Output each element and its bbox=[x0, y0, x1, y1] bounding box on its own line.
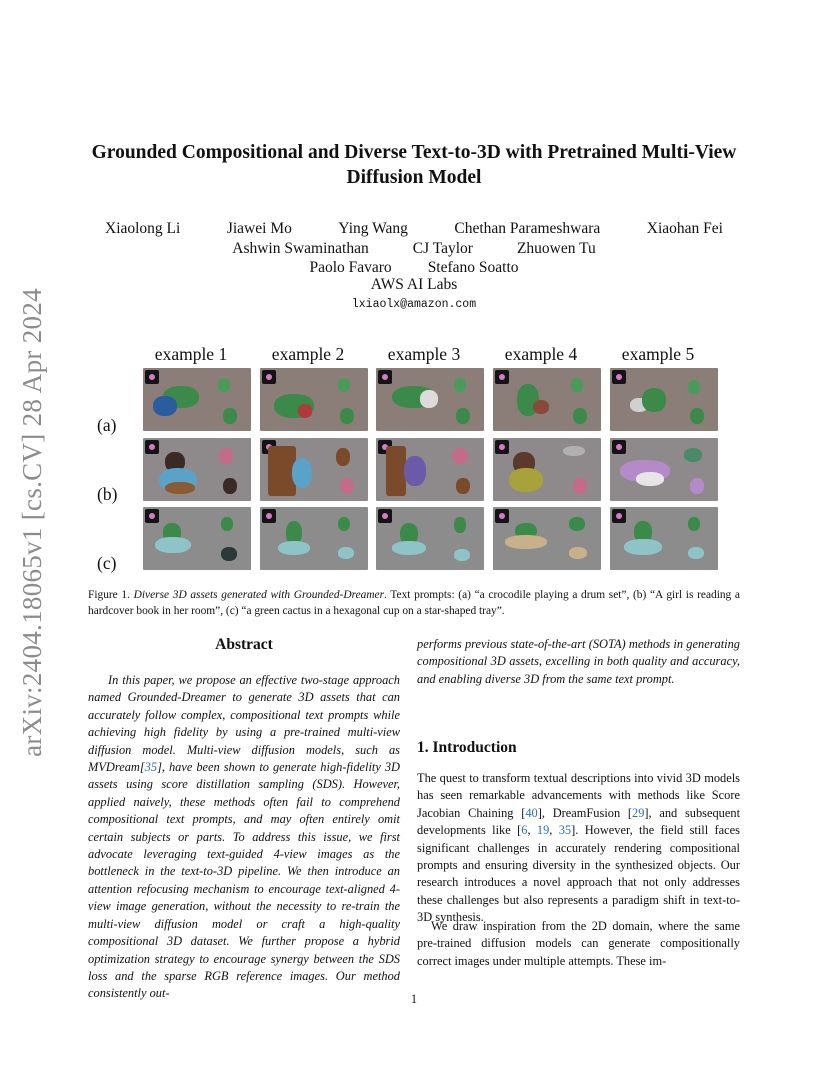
abstract-heading: Abstract bbox=[215, 636, 273, 653]
citation-link[interactable]: 40 bbox=[525, 805, 538, 820]
figure-image-b4 bbox=[493, 438, 601, 501]
arxiv-side-stamp: arXiv:2404.18065v1 [cs.CV] 28 Apr 2024 bbox=[16, 287, 47, 757]
figure-caption: Figure 1. Diverse 3D assets generated with Grounded-Dreamer. Text prompts: (a) “a crocodile playing a drum set”, (b) “A girl is reading a hardcover book in her room”, (c) “a green cactus in a hexagonal cup on a star-shaped tray”. bbox=[88, 589, 740, 617]
figure-column-header: example 2 bbox=[271, 344, 345, 364]
author: Xiaolong Li bbox=[105, 220, 181, 237]
figure-image-a2 bbox=[260, 368, 368, 431]
page-number: 1 bbox=[410, 992, 418, 1006]
citation-link[interactable]: 29 bbox=[632, 805, 645, 820]
figure-image-a1 bbox=[143, 368, 251, 431]
figure-row-label: (c) bbox=[97, 553, 117, 573]
figure-image-b2 bbox=[260, 438, 368, 501]
figure-image-c1 bbox=[143, 507, 251, 570]
figure-column-header: example 4 bbox=[504, 344, 578, 364]
figure-image-b5 bbox=[610, 438, 718, 501]
citation-link[interactable]: 35 bbox=[558, 823, 572, 838]
affiliation: AWS AI Labs bbox=[370, 276, 458, 293]
author: Xiaohan Fei bbox=[646, 220, 723, 237]
paper-title: Grounded Compositional and Diverse Text-to-3D with Pretrained Multi-View Diffusion Model bbox=[91, 142, 737, 188]
author: Jiawei Mo bbox=[226, 220, 292, 237]
author: Ashwin Swaminathan bbox=[232, 239, 369, 257]
citation-link[interactable]: 35 bbox=[144, 760, 158, 775]
figure-row-label: (a) bbox=[97, 415, 117, 435]
citation-link[interactable]: 6 bbox=[521, 823, 528, 838]
figure-image-c4 bbox=[493, 507, 601, 570]
citation-link[interactable]: 19 bbox=[536, 823, 550, 838]
figure-image-b1 bbox=[143, 438, 251, 501]
abstract-text: In this paper, we propose an effective two-stage approach named Grounded-Dreamer to generate 3D assets that can accurately follow complex, compositional text prompts while achieving high fidelity by using a pre-trained multi-view diffusion model. Multi-view diffusion models, such as MVDream[35], have been shown to generate high-fidelity 3D assets using score distillation sampling (SDS). However, applied naively, these methods often fail to comprehend compositional text prompts, and may often entirely omit certain subjects or parts. To address this issue, we first advocate leveraging text-guided 4-view images as the bottleneck in the text-to-3D pipeline. We then introduce an attention refocusing mechanism to encourage text-aligned 4-view image generation, without the necessity to re-train the multi-view diffusion model or craft a high-quality compositional 3D dataset. We further propose a hybrid optimization strategy to encourage synergy between the SDS loss and the sparse RGB reference images. Our method consistently out- bbox=[88, 673, 400, 1001]
author: Chethan Parameshwara bbox=[454, 220, 601, 237]
author: Zhuowen Tu bbox=[516, 239, 596, 257]
section-heading: 1. Introduction bbox=[417, 739, 517, 756]
figure-image-a5 bbox=[610, 368, 718, 431]
author: CJ Taylor bbox=[412, 239, 473, 257]
author: Paolo Favaro bbox=[309, 259, 392, 276]
figure-image-c2 bbox=[260, 507, 368, 570]
figure-image-c5 bbox=[610, 507, 718, 570]
intro-paragraph: We draw inspiration from the 2D domain, where the same pre-trained diffusion models can generate compositionally correct images under multiple attempts. These im- bbox=[417, 919, 740, 968]
intro-paragraph: The quest to transform textual descriptions into vivid 3D models has seen remarkable advancements with methods like Score Jacobian Chaining [40], DreamFusion [29], and subsequent developments like [6, 19, 35]. However, the field still faces significant challenges in accurately rendering compositional prompts and ensuring diversity in the synthesized objects. Our research introduces a novel approach that not only addresses these challenges but also represents a paradigm shift in text-to-3D synthesis. bbox=[417, 771, 741, 925]
figure-column-header: example 5 bbox=[621, 344, 695, 364]
figure-image-a4 bbox=[493, 368, 601, 431]
figure-column-header: example 1 bbox=[154, 344, 228, 364]
figure-image-c3 bbox=[376, 507, 484, 570]
author-list bbox=[60, 219, 768, 278]
abstract-continuation: performs previous state-of-the-art (SOTA) methods in generating compositional 3D assets, excelling in both quality and accuracy, and enabling diverse 3D from the same text prompt. bbox=[417, 637, 740, 686]
figure-row-label: (b) bbox=[97, 484, 118, 504]
figure-column-header: example 3 bbox=[387, 344, 461, 364]
author: Stefano Soatto bbox=[427, 259, 519, 276]
author: Ying Wang bbox=[338, 220, 408, 237]
email-address[interactable]: lxiaolx@amazon.com bbox=[351, 298, 477, 311]
figure-image-b3 bbox=[376, 438, 484, 501]
figure-image-a3 bbox=[376, 368, 484, 431]
